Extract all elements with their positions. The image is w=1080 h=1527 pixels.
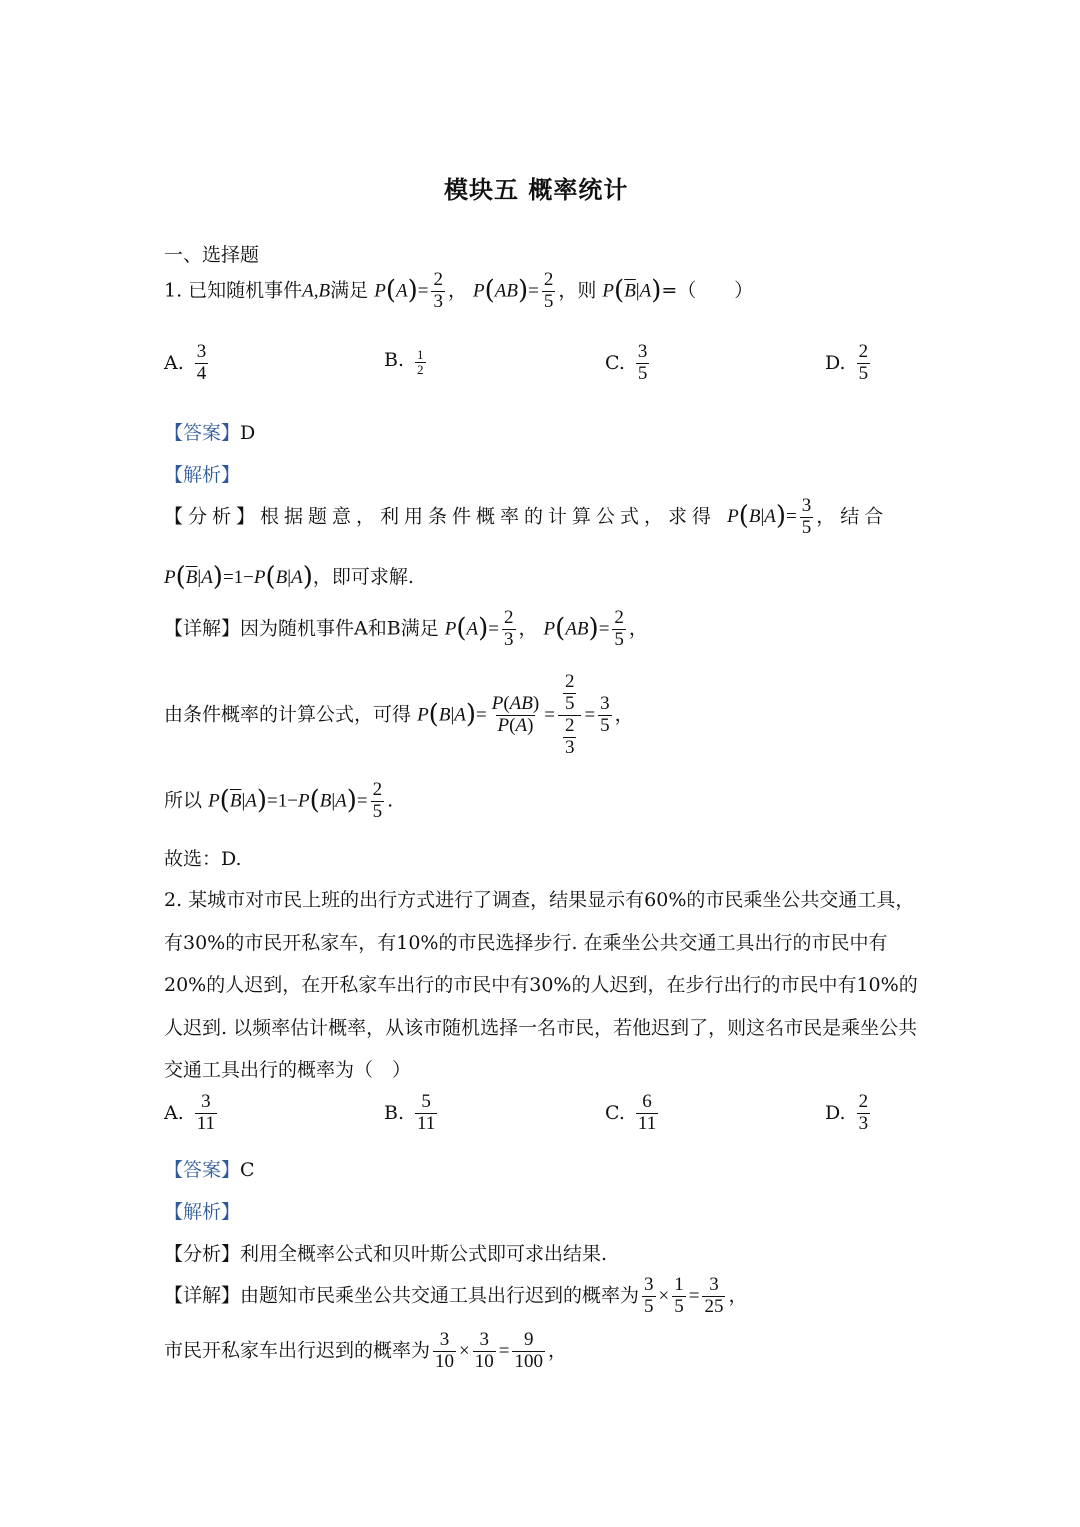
q1-stem-prefix: 1. 已知随机事件 bbox=[164, 279, 303, 302]
q1-option-d: D. $\frac{2}{5}$ bbox=[825, 341, 869, 384]
q1-detail-line3: 所以 $P(\overline{B}|A)=1-P(B|A)=$ $\frac{2}{5}$ . bbox=[164, 779, 394, 822]
q2-option-a: A. $\frac{3}{11}$ bbox=[164, 1091, 216, 1134]
section-heading: 一、选择题 bbox=[164, 244, 260, 266]
q1-fenxi: 【分析】根据题意，利用条件概率的计算公式，求得 P(B|A)= $\frac{3}{5}$ ，结合 bbox=[164, 495, 889, 538]
q2-fenxi: 【分析】利用全概率公式和贝叶斯公式即可求出结果. bbox=[164, 1243, 608, 1265]
q2-stem-line1: 2. 某城市对市民上班的出行方式进行了调查，结果显示有60%的市民乘坐公共交通工具， bbox=[164, 889, 915, 911]
q2-answer: 【答案】C bbox=[164, 1159, 255, 1181]
q1-stem-vars: A,B bbox=[302, 280, 331, 302]
q2-option-d: D. $\frac{2}{3}$ bbox=[825, 1091, 869, 1134]
q1-frac-pab: $\frac{2}{5}$ bbox=[543, 269, 554, 312]
q1-detail-line2: 由条件概率的计算公式，可得 P(B|A)= $\frac{P(AB)}{P(A)}$ = $\frac{\frac{2}{5}}{\frac{2}{3}}$ = $\frac{3}{5}$ ， bbox=[164, 671, 634, 758]
q1-conclusion: 故选：D. bbox=[164, 848, 242, 870]
page-title: 模块五 概率统计 bbox=[444, 176, 629, 204]
q1-stem-mid: 满足 bbox=[330, 279, 369, 302]
q2-analysis-tag: 【解析】 bbox=[164, 1201, 241, 1223]
q2-stem-line3: 20%的人迟到，在开私家车出行的市民中有30%的人迟到，在步行出行的市民中有10%的 bbox=[164, 974, 918, 996]
q1-detail: 【详解】因为随机事件A和B满足 P(A)= $\frac{2}{3}$ ， P(AB)= $\frac{2}{5}$ ， bbox=[164, 607, 648, 650]
q2-option-c: C. $\frac{6}{11}$ bbox=[605, 1091, 657, 1134]
q2-option-b: B. $\frac{5}{11}$ bbox=[384, 1091, 436, 1134]
q1-stem-then: ，则 bbox=[558, 279, 597, 302]
q1-fenxi-line2: $P(\overline{B}|A)=1-P(B|A)$，即可求解. bbox=[164, 562, 414, 592]
q1-stem: 1. 已知随机事件A,B满足 P(A)= $\frac{2}{3}$ ， P(AB)= $\frac{2}{5}$ ，则 $P(\overline{B}|A)=$（ ） bbox=[164, 269, 754, 312]
q2-detail-line2: 市民开私家车出行迟到的概率为 $\frac{3}{10}$ × $\frac{3}{10}$ = $\frac{9}{100}$ ， bbox=[164, 1329, 567, 1372]
q2-stem-line2: 有30%的市民开私家车，有10%的市民选择步行. 在乘坐公共交通工具出行的市民中有 bbox=[164, 932, 888, 954]
q2-stem-line5: 交通工具出行的概率为（ ） bbox=[164, 1059, 412, 1081]
q1-stem-end: =（ ） bbox=[661, 279, 754, 302]
q1-analysis-tag: 【解析】 bbox=[164, 464, 241, 486]
q2-stem-line4: 人迟到. 以频率估计概率，从该市随机选择一名市民，若他迟到了，则这名市民是乘坐公共 bbox=[164, 1017, 918, 1039]
q2-detail: 【详解】由题知市民乘坐公共交通工具出行迟到的概率为 $\frac{3}{5}$ × $\frac{1}{5}$ = $\frac{3}{25}$ ， bbox=[164, 1274, 748, 1317]
q1-option-a: A. $\frac{3}{4}$ bbox=[164, 341, 207, 384]
q1-option-c: C. $\frac{3}{5}$ bbox=[605, 341, 648, 384]
q1-frac-pa: $\frac{2}{3}$ bbox=[433, 269, 443, 312]
q1-option-b: B. $\frac{1}{2}$ bbox=[384, 347, 424, 378]
q1-answer: 【答案】D bbox=[164, 422, 256, 444]
